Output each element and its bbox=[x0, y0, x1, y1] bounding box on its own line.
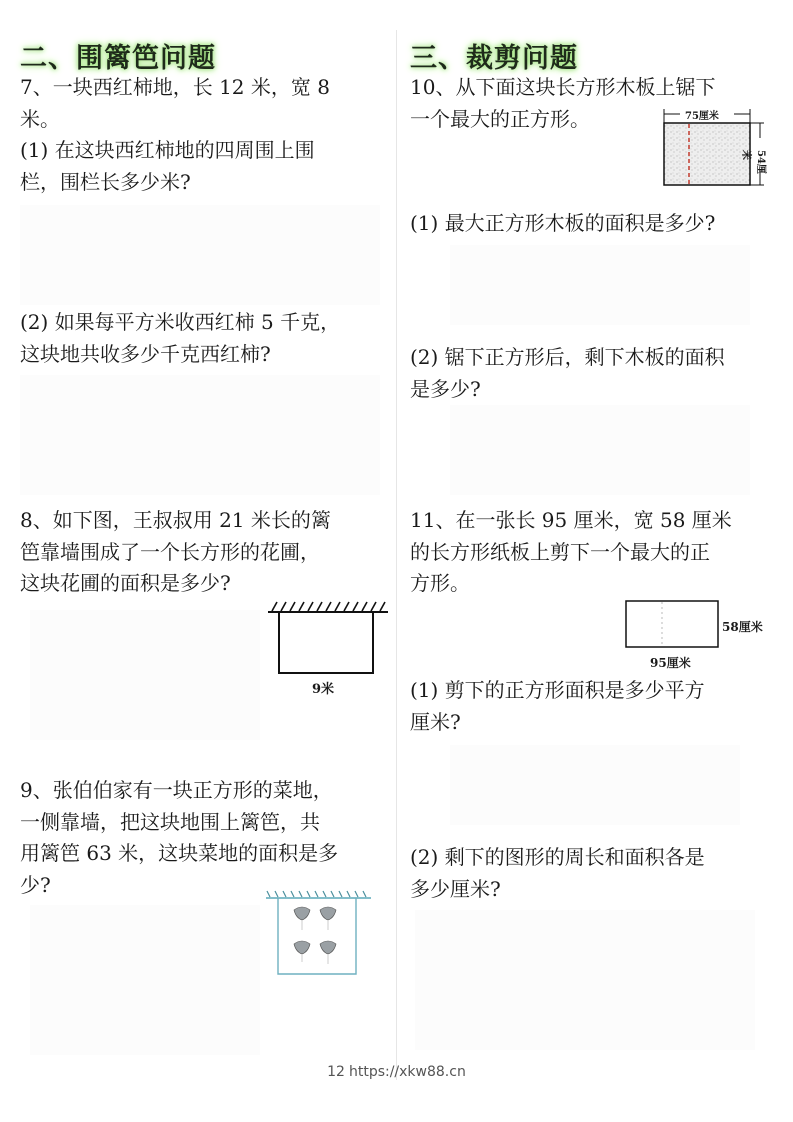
page-footer bbox=[0, 1064, 793, 1080]
wood-board-diagram bbox=[658, 106, 768, 188]
q11-line1: 11、在一张长 95 厘米，宽 58 厘米 bbox=[410, 508, 732, 532]
column-divider bbox=[396, 30, 397, 1080]
vegetable-plot-diagram bbox=[264, 888, 374, 980]
q11-part1-line1: (1) 剪下的正方形面积是多少平方 bbox=[410, 678, 705, 702]
answer-area-q7-1 bbox=[20, 205, 380, 305]
q7-part1-line1: (1) 在这块西红柿地的四周围上围 bbox=[20, 138, 315, 162]
question-7 bbox=[20, 72, 330, 198]
question-11-part1 bbox=[410, 675, 705, 738]
q8-line2: 笆靠墙围成了一个长方形的花圃， bbox=[20, 539, 320, 564]
answer-area-q10-2 bbox=[450, 405, 750, 495]
q10-part1-line1: (1) 最大正方形木板的面积是多少? bbox=[410, 211, 716, 235]
question-11 bbox=[410, 505, 732, 600]
answer-area-q9 bbox=[30, 905, 260, 1055]
q10-line2: 一个最大的正方形。 bbox=[410, 106, 590, 131]
q11-part1-line2: 厘米? bbox=[410, 709, 461, 734]
q9-line3: 用篱笆 63 米，这块菜地的面积是多 bbox=[20, 841, 339, 865]
question-7-part2 bbox=[20, 307, 340, 370]
q7-part2-line2: 这块地共收多少千克西红柿? bbox=[20, 341, 271, 366]
section-title-fence: 二、围篱笆问题 bbox=[20, 43, 216, 74]
question-11-part2 bbox=[410, 842, 705, 905]
cardboard-diagram bbox=[622, 598, 787, 674]
q10-part2-line2: 是多少? bbox=[410, 376, 481, 401]
cabbage-icon bbox=[294, 907, 336, 964]
q8-line3: 这块花圃的面积是多少? bbox=[20, 571, 231, 595]
cardboard-width-label: 95厘米 bbox=[650, 656, 691, 670]
question-8 bbox=[20, 505, 331, 600]
q10-line1: 10、从下面这块长方形木板上锯下 bbox=[410, 75, 716, 99]
question-10-part2 bbox=[410, 342, 725, 405]
answer-area-q11-1 bbox=[450, 745, 740, 825]
page-number: 12 bbox=[327, 1064, 345, 1080]
cardboard-height-label: 58厘米 bbox=[722, 620, 763, 634]
q7-part1-line2: 栏，围栏长多少米? bbox=[20, 169, 191, 194]
question-10-part1 bbox=[410, 208, 715, 240]
garden-width-label: 9米 bbox=[312, 682, 335, 697]
board-height-label: 54厘米 bbox=[740, 150, 766, 174]
section-title-cutting: 三、裁剪问题 bbox=[410, 43, 578, 74]
q8-line1: 8、如下图，王叔叔用 21 米长的篱 bbox=[20, 508, 331, 532]
q9-line1: 9、张伯伯家有一块正方形的菜地， bbox=[20, 778, 333, 802]
q7-line1: 7、一块西红柿地，长 12 米，宽 8 bbox=[20, 75, 330, 99]
q7-part2-line1: (2) 如果每平方米收西红柿 5 千克， bbox=[20, 310, 341, 334]
footer-url[interactable]: https://xkw88.cn bbox=[348, 1064, 466, 1080]
q9-line2: 一侧靠墙，把这块地围上篱笆，共 bbox=[20, 809, 320, 834]
answer-area-q10-1 bbox=[450, 245, 750, 325]
board-width-label: 75厘米 bbox=[685, 111, 719, 122]
q11-line2: 的长方形纸板上剪下一个最大的正 bbox=[410, 539, 710, 564]
answer-area-q8 bbox=[30, 610, 260, 740]
q11-part2-line1: (2) 剩下的图形的周长和面积各是 bbox=[410, 845, 705, 869]
q7-line2: 米。 bbox=[20, 106, 60, 131]
answer-area-q7-2 bbox=[20, 375, 380, 495]
answer-area-q11-2 bbox=[415, 910, 755, 1050]
q9-line4: 少? bbox=[20, 872, 51, 897]
question-9 bbox=[20, 775, 338, 901]
q10-part2-line1: (2) 锯下正方形后，剩下木板的面积 bbox=[410, 345, 725, 369]
q11-line3: 方形。 bbox=[410, 571, 470, 595]
garden-wall-diagram bbox=[266, 600, 391, 700]
q11-part2-line2: 多少厘米? bbox=[410, 876, 501, 901]
